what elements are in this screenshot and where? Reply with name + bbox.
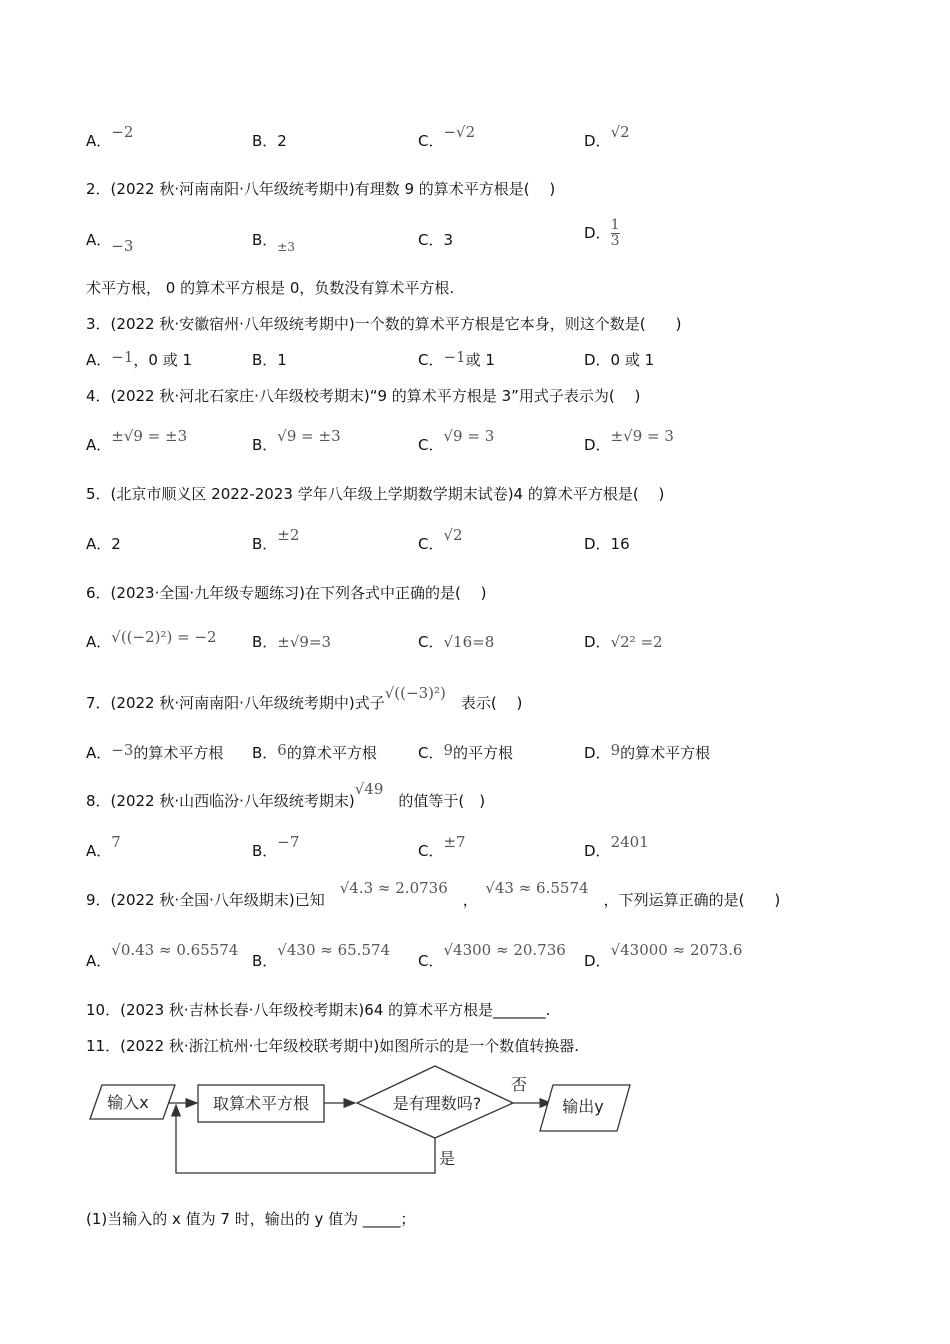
q4-option-b: B．√9 = ±3 (252, 427, 341, 454)
note-text: 术平方根， 0 的算术平方根是 0，负数没有算术平方根. (86, 279, 455, 297)
q4-stem: 4．(2022 秋·河北石家庄·八年级校考期末)“9 的算术平方根是 3”用式子表示为( ) (86, 387, 641, 405)
q6-option-a: A．√((−2)²) = −2 (86, 628, 217, 651)
q8-stem: 8．(2022 秋·山西临汾·八年级统考期末)√49 的值等于( ) (86, 780, 486, 810)
q2-option-d: D． $\frac{1}{3}$ (584, 217, 620, 249)
q2-stem: 2．(2022 秋·河南南阳·八年级统考期中)有理数 9 的算术平方根是( ) (86, 180, 556, 198)
q5-option-a: A．2 (86, 535, 121, 553)
q2-option-a: A．−3 (86, 231, 134, 255)
q6-option-d: D．√2² =2 (584, 633, 663, 651)
q5-option-b: B．±2 (252, 526, 300, 553)
q2-option-b: B．$_{\pm 3}$ (252, 231, 295, 254)
q8-option-a: A．7 (86, 833, 121, 860)
q8-option-b: B．−7 (252, 833, 300, 860)
q7-option-c: C．9的平方根 (418, 741, 514, 762)
q6-option-c: C．√16=8 (418, 633, 495, 651)
q4-option-a: A．±√9 = ±3 (86, 427, 188, 454)
q7-stem: 7．(2022 秋·河南南阳·八年级统考期中)式子√((−3)²) 表示( ) (86, 684, 523, 712)
q3-option-c: C．−1或 1 (418, 348, 495, 369)
q7-option-b: B．6的算术平方根 (252, 741, 377, 762)
q5-stem: 5．(北京市顺义区 2022-2023 学年八年级上学期数学期末试卷)4 的算术平方根是( ) (86, 485, 665, 503)
q6-option-b: B．±√9=3 (252, 633, 332, 651)
input-label: 输入x (107, 1093, 149, 1112)
flowchart (0, 1060, 950, 1190)
q7-option-a: A．−3的算术平方根 (86, 741, 224, 762)
q3-option-d: D．0 或 1 (584, 351, 655, 369)
process-label: 取算术平方根 (212, 1094, 310, 1113)
q3-option-b: B．1 (252, 351, 287, 369)
q9-option-b: B．√430 ≈ 65.574 (252, 941, 391, 970)
q6-stem: 6．(2023·全国·九年级专题练习)在下列各式中正确的是( ) (86, 584, 487, 602)
q10-stem: 10．(2023 秋·吉林长春·八年级校考期末)64 的算术平方根是_______. (86, 1001, 551, 1019)
q7-option-d: D．9的算术平方根 (584, 741, 711, 762)
fraction-one-third: $\frac{1}{3}$ (610, 217, 620, 249)
q2-option-c: C．3 (418, 231, 454, 249)
q3-stem: 3．(2022 秋·安徽宿州·八年级统考期中)一个数的算术平方根是它本身，则这个数是( ) (86, 315, 682, 333)
q9-option-c: C．√4300 ≈ 20.736 (418, 941, 566, 970)
no-label: 否 (510, 1075, 528, 1094)
q1-option-c: C．−√2 (418, 123, 476, 150)
q9-stem: 9．(2022 秋·全国·八年级期末)已知 √4.3 ≈ 2.0736 ， √43 ≈ 6.5574 ，下列运算正确的是( ) (86, 879, 781, 909)
q11-sub1: (1)当输入的 x 值为 7 时，输出的 y 值为 _____； (86, 1210, 416, 1228)
yes-label: 是 (438, 1149, 456, 1168)
q3-option-a: A．−1，0 或 1 (86, 348, 193, 369)
q1-option-b: B．2 (252, 132, 287, 150)
q5-option-c: C．√2 (418, 526, 463, 553)
q5-option-d: D．16 (584, 535, 630, 553)
q1-option-d: D．√2 (584, 123, 630, 150)
q11-stem: 11．(2022 秋·浙江杭州·七年级校联考期中)如图所示的是一个数值转换器. (86, 1037, 580, 1055)
decision-label: 是有理数吗? (392, 1094, 482, 1113)
q4-option-c: C．√9 = 3 (418, 427, 495, 454)
q8-option-d: D．2401 (584, 833, 649, 860)
q9-option-a: A．√0.43 ≈ 0.65574 (86, 941, 239, 970)
q1-option-a: A．−2 (86, 123, 134, 150)
q8-option-c: C．±7 (418, 833, 466, 860)
output-label: 输出y (562, 1097, 604, 1116)
q4-option-d: D．±√9 = 3 (584, 427, 674, 454)
q9-option-d: D．√43000 ≈ 2073.6 (584, 941, 743, 970)
